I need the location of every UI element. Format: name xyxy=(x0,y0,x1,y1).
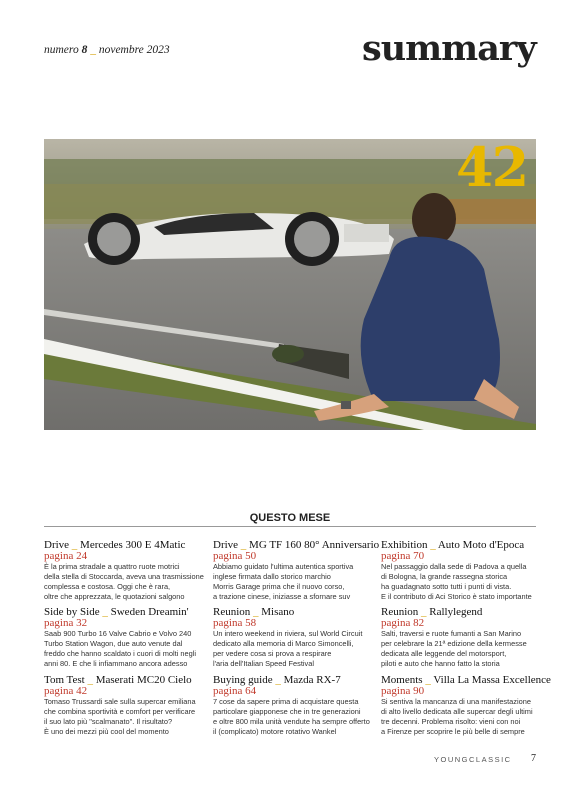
article-description: Salti, traversi e ruote fumanti a San Marino per celebrare la 21ª edizione della kermesse dedicata alle leggende del motorsport, piloti e auto che hanno fatto la storia xyxy=(381,629,527,668)
article-entry[interactable] xyxy=(381,606,546,669)
article-entry[interactable] xyxy=(44,539,209,602)
article-description: 7 cose da sapere prima di acquistare questa particolare giapponese che in tre generazioni e oltre 800 mila unità vendute ha sempre offerto il (complicato) motore rotativo Wankel xyxy=(213,697,370,736)
article-page: pagina 32 xyxy=(44,617,88,629)
article-description: È la prima stradale a quattro ruote motrici della stella di Stoccarda, aveva una trasmissione complessa e costosa. Oggi che è rara, oltre che apprezzata, le quotazioni salgono xyxy=(44,562,204,601)
article-entry[interactable] xyxy=(213,606,378,669)
issue-number: 8 xyxy=(81,44,88,56)
article-page: pagina 82 xyxy=(381,617,425,629)
article-page: pagina 90 xyxy=(381,685,425,697)
article-entry[interactable] xyxy=(381,674,551,737)
article-entry[interactable] xyxy=(213,674,378,737)
article-entry[interactable] xyxy=(213,539,378,602)
article-entry[interactable] xyxy=(44,606,209,669)
article-heading: Tom Test _ Maserati MC20 Cielo xyxy=(44,674,192,686)
article-heading: Reunion _ Rallylegend xyxy=(381,606,483,618)
article-page: pagina 50 xyxy=(213,550,257,562)
article-page: pagina 42 xyxy=(44,685,88,697)
section-heading: QUESTO MESE xyxy=(249,512,331,524)
issue-info xyxy=(44,44,170,56)
article-description: Si sentiva la mancanza di una manifestazione di alto livello dedicata alle supercar degli ultimi tre decenni. Problema risolto: vieni con noi a Firenze per scoprire le più belle di sempre xyxy=(381,697,533,736)
article-heading: Drive _ MG TF 160 80° Anniversario xyxy=(213,539,380,551)
article-heading: Exhibition _ Auto Moto d'Epoca xyxy=(381,539,525,551)
issue-label: numero xyxy=(44,44,79,56)
article-heading: Buying guide _ Mazda RX-7 xyxy=(213,674,341,686)
issue-date: novembre 2023 xyxy=(98,44,170,56)
article-page: pagina 64 xyxy=(213,685,257,697)
article-description: Un intero weekend in riviera, sul World Circuit dedicato alla memoria di Marco Simoncelli, per vedere cosa si prova a respirare l'aria dell'Italian Speed Festival xyxy=(213,629,363,668)
section-divider xyxy=(44,526,536,527)
article-heading: Reunion _ Misano xyxy=(213,606,295,618)
article-page: pagina 24 xyxy=(44,550,88,562)
article-page: pagina 70 xyxy=(381,550,425,562)
article-description: Abbiamo guidato l'ultima autentica sportiva inglese firmata dallo storico marchio Morris Garage prima che il nuovo corso, a trazione cinese, iniziasse a sfornare suv xyxy=(213,562,354,601)
article-heading: Moments _ Villa La Massa Excellence xyxy=(381,674,551,686)
article-heading: Drive _ Mercedes 300 E 4Matic xyxy=(44,539,186,551)
footer-page-number: 7 xyxy=(531,753,536,764)
article-description: Tomaso Trussardi sale sulla supercar emiliana che combina sportività e comfort per verificare il suo lato più "scalmanato". Il risultato? È uno dei mezzi più cool del momento xyxy=(44,697,196,736)
article-page: pagina 58 xyxy=(213,617,257,629)
article-entry[interactable] xyxy=(44,674,209,737)
article-entry[interactable] xyxy=(381,539,546,602)
page-title: summary xyxy=(362,28,536,69)
article-heading: Side by Side _ Sweden Dreamin' xyxy=(44,606,189,618)
article-description: Saab 900 Turbo 16 Valve Cabrio e Volvo 240 Turbo Station Wagon, due auto venute dal freddo che hanno scaldato i cuori di molti negli anni 80. E che li infiammano ancora adesso xyxy=(44,629,197,668)
feature-page-number: 42 xyxy=(456,135,528,199)
footer-brand: YOUNGCLASSIC xyxy=(434,755,512,764)
issue-separator: _ xyxy=(90,44,96,56)
article-description: Nel passaggio dalla sede di Padova a quella di Bologna, la grande rassegna storica ha guadagnato sotto tutti i punti di vista. E il contributo di Aci Storico è stato importante xyxy=(381,562,532,601)
